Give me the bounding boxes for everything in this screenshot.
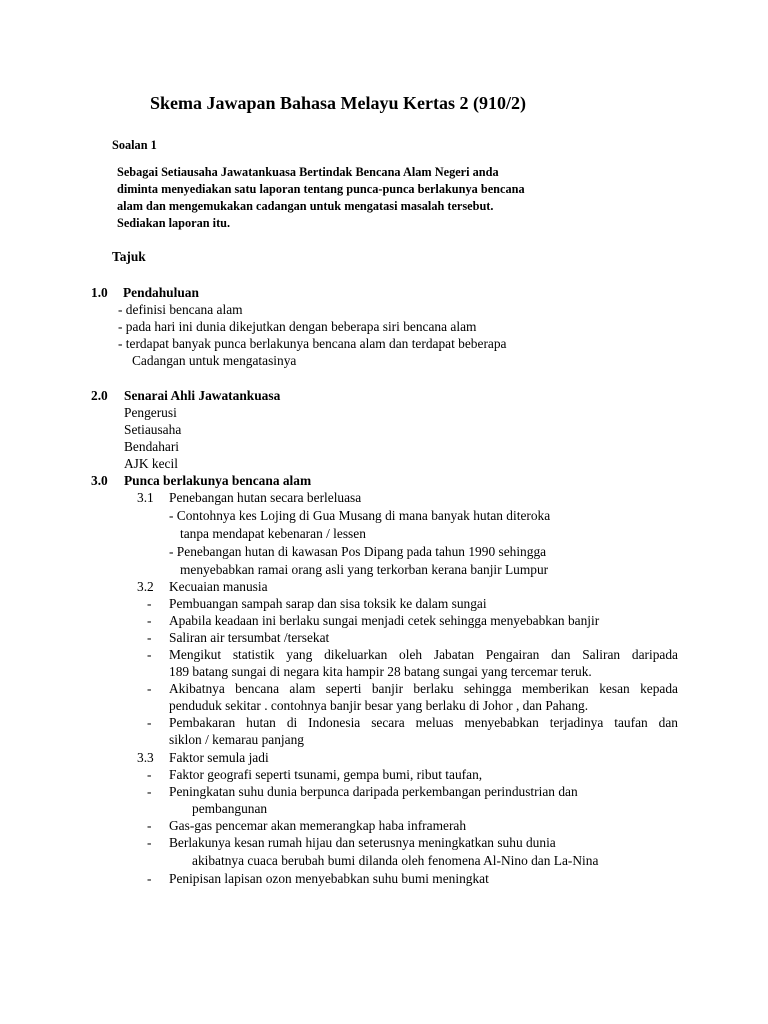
bullet-dash: -	[147, 835, 152, 850]
list-item: menyebabkan ramai orang asli yang terkorban kerana banjir Lumpur	[180, 562, 549, 577]
question-line: Sebagai Setiausaha Jawatankuasa Bertindak Bencana Alam Negeri anda	[117, 165, 499, 179]
subsection-title: Penebangan hutan secara berleluasa	[169, 490, 362, 505]
document-title: Skema Jawapan Bahasa Melayu Kertas 2 (910/2)	[150, 93, 527, 113]
list-item: Pengerusi	[124, 405, 177, 420]
list-item: Peningkatan suhu dunia berpunca daripada perkembangan perindustrian dan	[169, 784, 578, 799]
list-item: Gas-gas pencemar akan memerangkap haba inframerah	[169, 818, 467, 833]
question-line: Sediakan laporan itu.	[117, 216, 231, 230]
list-item: - Penebangan hutan di kawasan Pos Dipang pada tahun 1990 sehingga	[169, 544, 547, 559]
bullet-dash: -	[147, 596, 152, 611]
list-item: akibatnya cuaca berubah bumi dilanda oleh fenomena Al-Nino dan La-Nina	[192, 853, 599, 868]
bullet-dash: -	[147, 818, 152, 833]
bullet-dash: -	[147, 630, 152, 645]
list-item: Akibatnya bencana alam seperti banjir berlaku sehingga memberikan kesan kepada	[169, 681, 678, 696]
list-item: 189 batang sungai di negara kita hampir 28 batang sungai yang tercemar teruk.	[169, 664, 592, 679]
section-number: 2.0	[91, 388, 108, 403]
bullet-dash: -	[147, 715, 152, 730]
bullet-dash: -	[147, 871, 152, 886]
bullet-dash: -	[147, 784, 152, 799]
section-title: Pendahuluan	[123, 285, 199, 300]
question-line: diminta menyediakan satu laporan tentang punca-punca berlakunya bencana	[117, 182, 525, 196]
list-item: siklon / kemarau panjang	[169, 732, 304, 747]
subsection-title: Kecuaian manusia	[169, 579, 268, 594]
list-item: Berlakunya kesan rumah hijau dan seterusnya meningkatkan suhu dunia	[169, 835, 556, 850]
list-item: Cadangan untuk mengatasinya	[132, 353, 297, 368]
subsection-number: 3.2	[137, 579, 154, 594]
list-item: Mengikut statistik yang dikeluarkan oleh Jabatan Pengairan dan Saliran daripada	[169, 647, 678, 662]
list-item: Bendahari	[124, 439, 180, 454]
list-item: Setiausaha	[124, 422, 182, 437]
subsection-number: 3.1	[137, 490, 154, 505]
subsection-number: 3.3	[137, 750, 154, 765]
section-number: 1.0	[91, 285, 108, 300]
list-item: - pada hari ini dunia dikejutkan dengan beberapa siri bencana alam	[118, 319, 477, 334]
list-item: - terdapat banyak punca berlakunya bencana alam dan terdapat beberapa	[118, 336, 507, 351]
bullet-dash: -	[147, 767, 152, 782]
list-item: penduduk sekitar . contohnya banjir besar yang berlaku di Johor , dan Pahang.	[169, 698, 589, 713]
bullet-dash: -	[147, 681, 152, 696]
section-title: Punca berlakunya bencana alam	[124, 473, 312, 488]
list-item: Penipisan lapisan ozon menyebabkan suhu bumi meningkat	[169, 871, 489, 886]
list-item: - Contohnya kes Lojing di Gua Musang di mana banyak hutan diteroka	[169, 508, 551, 523]
heading-tajuk: Tajuk	[112, 249, 146, 264]
question-line: alam dan mengemukakan cadangan untuk mengatasi masalah tersebut.	[117, 199, 494, 213]
list-item: Pembakaran hutan di Indonesia secara meluas menyebabkan terjadinya taufan dan	[169, 715, 678, 730]
list-item: Pembuangan sampah sarap dan sisa toksik ke dalam sungai	[169, 596, 487, 611]
bullet-dash: -	[147, 647, 152, 662]
bullet-dash: -	[147, 613, 152, 628]
subsection-title: Faktor semula jadi	[169, 750, 269, 765]
list-item: Faktor geografi seperti tsunami, gempa bumi, ribut taufan,	[169, 767, 483, 782]
list-item: Saliran air tersumbat /tersekat	[169, 630, 330, 645]
list-item: pembangunan	[192, 801, 268, 816]
section-number: 3.0	[91, 473, 108, 488]
list-item: - definisi bencana alam	[118, 302, 243, 317]
question-label: Soalan 1	[112, 138, 157, 152]
section-title: Senarai Ahli Jawatankuasa	[124, 388, 281, 403]
list-item: tanpa mendapat kebenaran / lessen	[180, 526, 366, 541]
list-item: AJK kecil	[124, 456, 178, 471]
list-item: Apabila keadaan ini berlaku sungai menjadi cetek sehingga menyebabkan banjir	[169, 613, 600, 628]
